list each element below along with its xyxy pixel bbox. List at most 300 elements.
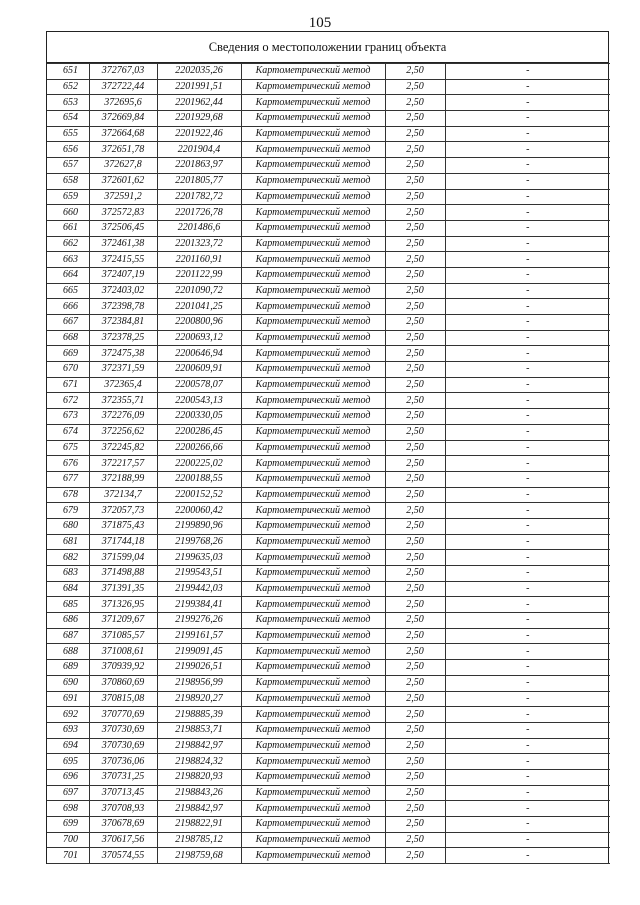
x-coordinate-cell: 371599,04	[89, 550, 157, 566]
accuracy-cell: 2,50	[385, 581, 445, 597]
method-cell: Картометрический метод	[241, 707, 385, 723]
point-number-cell: 668	[47, 330, 89, 346]
note-cell: -	[445, 456, 610, 472]
note-cell: -	[445, 848, 610, 864]
point-number-cell: 696	[47, 769, 89, 785]
note-cell: -	[445, 95, 610, 111]
accuracy-cell: 2,50	[385, 785, 445, 801]
table-row	[47, 722, 610, 738]
note-cell: -	[445, 817, 610, 833]
point-number-cell: 691	[47, 691, 89, 707]
note-cell: -	[445, 267, 610, 283]
point-number-cell: 683	[47, 566, 89, 582]
point-number-cell: 652	[47, 79, 89, 95]
table-row	[47, 550, 610, 566]
point-number-cell: 676	[47, 456, 89, 472]
method-cell: Картометрический метод	[241, 346, 385, 362]
y-coordinate-cell: 2198853,71	[157, 722, 241, 738]
method-cell: Картометрический метод	[241, 487, 385, 503]
table-row	[47, 644, 610, 660]
x-coordinate-cell: 372384,81	[89, 315, 157, 331]
method-cell: Картометрический метод	[241, 534, 385, 550]
accuracy-cell: 2,50	[385, 79, 445, 95]
y-coordinate-cell: 2199635,03	[157, 550, 241, 566]
accuracy-cell: 2,50	[385, 471, 445, 487]
y-coordinate-cell: 2199276,26	[157, 613, 241, 629]
note-cell: -	[445, 283, 610, 299]
accuracy-cell: 2,50	[385, 393, 445, 409]
note-cell: -	[445, 346, 610, 362]
table-row	[47, 597, 610, 613]
note-cell: -	[445, 64, 610, 80]
point-number-cell: 673	[47, 409, 89, 425]
accuracy-cell: 2,50	[385, 330, 445, 346]
note-cell: -	[445, 173, 610, 189]
y-coordinate-cell: 2201929,68	[157, 111, 241, 127]
note-cell: -	[445, 675, 610, 691]
method-cell: Картометрический метод	[241, 503, 385, 519]
point-number-cell: 700	[47, 832, 89, 848]
x-coordinate-cell: 370713,45	[89, 785, 157, 801]
note-cell: -	[445, 597, 610, 613]
point-number-cell: 659	[47, 189, 89, 205]
x-coordinate-cell: 372398,78	[89, 299, 157, 315]
x-coordinate-cell: 372365,4	[89, 377, 157, 393]
method-cell: Картометрический метод	[241, 111, 385, 127]
x-coordinate-cell: 370939,92	[89, 660, 157, 676]
x-coordinate-cell: 372651,78	[89, 142, 157, 158]
method-cell: Картометрический метод	[241, 722, 385, 738]
method-cell: Картометрический метод	[241, 315, 385, 331]
note-cell: -	[445, 205, 610, 221]
point-number-cell: 698	[47, 801, 89, 817]
note-cell: -	[445, 409, 610, 425]
point-number-cell: 667	[47, 315, 89, 331]
table-row	[47, 393, 610, 409]
point-number-cell: 686	[47, 613, 89, 629]
table-row	[47, 126, 610, 142]
x-coordinate-cell: 372256,62	[89, 424, 157, 440]
method-cell: Картометрический метод	[241, 409, 385, 425]
x-coordinate-cell: 372767,03	[89, 64, 157, 80]
x-coordinate-cell: 372722,44	[89, 79, 157, 95]
table-row	[47, 346, 610, 362]
y-coordinate-cell: 2201922,46	[157, 126, 241, 142]
point-number-cell: 690	[47, 675, 89, 691]
accuracy-cell: 2,50	[385, 832, 445, 848]
table-row	[47, 848, 610, 864]
point-number-cell: 675	[47, 440, 89, 456]
method-cell: Картометрический метод	[241, 785, 385, 801]
accuracy-cell: 2,50	[385, 440, 445, 456]
accuracy-cell: 2,50	[385, 252, 445, 268]
table-row	[47, 299, 610, 315]
method-cell: Картометрический метод	[241, 189, 385, 205]
point-number-cell: 701	[47, 848, 89, 864]
accuracy-cell: 2,50	[385, 675, 445, 691]
x-coordinate-cell: 372572,83	[89, 205, 157, 221]
accuracy-cell: 2,50	[385, 95, 445, 111]
y-coordinate-cell: 2200800,96	[157, 315, 241, 331]
y-coordinate-cell: 2201962,44	[157, 95, 241, 111]
point-number-cell: 669	[47, 346, 89, 362]
x-coordinate-cell: 370815,08	[89, 691, 157, 707]
note-cell: -	[445, 613, 610, 629]
y-coordinate-cell: 2202035,26	[157, 64, 241, 80]
method-cell: Картометрический метод	[241, 566, 385, 582]
note-cell: -	[445, 738, 610, 754]
accuracy-cell: 2,50	[385, 518, 445, 534]
accuracy-cell: 2,50	[385, 142, 445, 158]
note-cell: -	[445, 424, 610, 440]
x-coordinate-cell: 371498,88	[89, 566, 157, 582]
point-number-cell: 679	[47, 503, 89, 519]
y-coordinate-cell: 2198824,32	[157, 754, 241, 770]
table-row	[47, 456, 610, 472]
x-coordinate-cell: 372403,02	[89, 283, 157, 299]
accuracy-cell: 2,50	[385, 848, 445, 864]
table-row	[47, 487, 610, 503]
note-cell: -	[445, 79, 610, 95]
note-cell: -	[445, 111, 610, 127]
accuracy-cell: 2,50	[385, 346, 445, 362]
table-row	[47, 769, 610, 785]
x-coordinate-cell: 372371,59	[89, 362, 157, 378]
y-coordinate-cell: 2199161,57	[157, 628, 241, 644]
point-number-cell: 671	[47, 377, 89, 393]
accuracy-cell: 2,50	[385, 111, 445, 127]
accuracy-cell: 2,50	[385, 315, 445, 331]
x-coordinate-cell: 372378,25	[89, 330, 157, 346]
accuracy-cell: 2,50	[385, 220, 445, 236]
point-number-cell: 662	[47, 236, 89, 252]
y-coordinate-cell: 2201160,91	[157, 252, 241, 268]
y-coordinate-cell: 2199091,45	[157, 644, 241, 660]
table-row	[47, 362, 610, 378]
method-cell: Картометрический метод	[241, 660, 385, 676]
point-number-cell: 678	[47, 487, 89, 503]
x-coordinate-cell: 370730,69	[89, 722, 157, 738]
point-number-cell: 651	[47, 64, 89, 80]
note-cell: -	[445, 785, 610, 801]
y-coordinate-cell: 2200152,52	[157, 487, 241, 503]
point-number-cell: 674	[47, 424, 89, 440]
table-row	[47, 738, 610, 754]
note-cell: -	[445, 801, 610, 817]
point-number-cell: 654	[47, 111, 89, 127]
y-coordinate-cell: 2198956,99	[157, 675, 241, 691]
accuracy-cell: 2,50	[385, 534, 445, 550]
x-coordinate-cell: 371008,61	[89, 644, 157, 660]
method-cell: Картометрический метод	[241, 393, 385, 409]
x-coordinate-cell: 370860,69	[89, 675, 157, 691]
method-cell: Картометрический метод	[241, 581, 385, 597]
x-coordinate-cell: 372601,62	[89, 173, 157, 189]
table-row	[47, 95, 610, 111]
note-cell: -	[445, 142, 610, 158]
table-row	[47, 79, 610, 95]
y-coordinate-cell: 2200188,55	[157, 471, 241, 487]
note-cell: -	[445, 534, 610, 550]
x-coordinate-cell: 370678,69	[89, 817, 157, 833]
note-cell: -	[445, 722, 610, 738]
table-row	[47, 283, 610, 299]
table-row	[47, 613, 610, 629]
x-coordinate-cell: 372217,57	[89, 456, 157, 472]
method-cell: Картометрический метод	[241, 236, 385, 252]
point-number-cell: 697	[47, 785, 89, 801]
note-cell: -	[445, 754, 610, 770]
accuracy-cell: 2,50	[385, 754, 445, 770]
x-coordinate-cell: 372355,71	[89, 393, 157, 409]
table-row	[47, 801, 610, 817]
point-number-cell: 693	[47, 722, 89, 738]
table-row	[47, 691, 610, 707]
accuracy-cell: 2,50	[385, 424, 445, 440]
table-row	[47, 236, 610, 252]
method-cell: Картометрический метод	[241, 644, 385, 660]
x-coordinate-cell: 372134,7	[89, 487, 157, 503]
note-cell: -	[445, 158, 610, 174]
table-row	[47, 471, 610, 487]
x-coordinate-cell: 372506,45	[89, 220, 157, 236]
table-row	[47, 158, 610, 174]
point-number-cell: 682	[47, 550, 89, 566]
table-row	[47, 111, 610, 127]
accuracy-cell: 2,50	[385, 644, 445, 660]
x-coordinate-cell: 371875,43	[89, 518, 157, 534]
table-row	[47, 785, 610, 801]
table-row	[47, 205, 610, 221]
method-cell: Картометрический метод	[241, 769, 385, 785]
x-coordinate-cell: 370770,69	[89, 707, 157, 723]
y-coordinate-cell: 2201726,78	[157, 205, 241, 221]
table-row	[47, 534, 610, 550]
point-number-cell: 657	[47, 158, 89, 174]
x-coordinate-cell: 371326,95	[89, 597, 157, 613]
table-row	[47, 409, 610, 425]
table-row	[47, 707, 610, 723]
y-coordinate-cell: 2199442,03	[157, 581, 241, 597]
accuracy-cell: 2,50	[385, 158, 445, 174]
method-cell: Картометрический метод	[241, 330, 385, 346]
x-coordinate-cell: 370708,93	[89, 801, 157, 817]
note-cell: -	[445, 220, 610, 236]
method-cell: Картометрический метод	[241, 252, 385, 268]
accuracy-cell: 2,50	[385, 377, 445, 393]
method-cell: Картометрический метод	[241, 675, 385, 691]
note-cell: -	[445, 550, 610, 566]
note-cell: -	[445, 487, 610, 503]
y-coordinate-cell: 2201805,77	[157, 173, 241, 189]
y-coordinate-cell: 2199026,51	[157, 660, 241, 676]
y-coordinate-cell: 2200693,12	[157, 330, 241, 346]
x-coordinate-cell: 370736,06	[89, 754, 157, 770]
method-cell: Картометрический метод	[241, 848, 385, 864]
point-number-cell: 699	[47, 817, 89, 833]
table-row	[47, 832, 610, 848]
point-number-cell: 660	[47, 205, 89, 221]
y-coordinate-cell: 2200286,45	[157, 424, 241, 440]
method-cell: Картометрический метод	[241, 377, 385, 393]
y-coordinate-cell: 2200330,05	[157, 409, 241, 425]
note-cell: -	[445, 440, 610, 456]
note-cell: -	[445, 707, 610, 723]
note-cell: -	[445, 377, 610, 393]
y-coordinate-cell: 2198822,91	[157, 817, 241, 833]
method-cell: Картометрический метод	[241, 267, 385, 283]
accuracy-cell: 2,50	[385, 487, 445, 503]
y-coordinate-cell: 2200543,13	[157, 393, 241, 409]
note-cell: -	[445, 660, 610, 676]
accuracy-cell: 2,50	[385, 628, 445, 644]
y-coordinate-cell: 2199384,41	[157, 597, 241, 613]
accuracy-cell: 2,50	[385, 691, 445, 707]
method-cell: Картометрический метод	[241, 158, 385, 174]
y-coordinate-cell: 2200266,66	[157, 440, 241, 456]
x-coordinate-cell: 372188,99	[89, 471, 157, 487]
y-coordinate-cell: 2201122,99	[157, 267, 241, 283]
accuracy-cell: 2,50	[385, 817, 445, 833]
accuracy-cell: 2,50	[385, 738, 445, 754]
y-coordinate-cell: 2200225,02	[157, 456, 241, 472]
y-coordinate-cell: 2198785,12	[157, 832, 241, 848]
y-coordinate-cell: 2201090,72	[157, 283, 241, 299]
method-cell: Картометрический метод	[241, 738, 385, 754]
x-coordinate-cell: 370731,25	[89, 769, 157, 785]
method-cell: Картометрический метод	[241, 220, 385, 236]
accuracy-cell: 2,50	[385, 173, 445, 189]
method-cell: Картометрический метод	[241, 440, 385, 456]
point-number-cell: 677	[47, 471, 89, 487]
table-row	[47, 503, 610, 519]
y-coordinate-cell: 2200609,91	[157, 362, 241, 378]
accuracy-cell: 2,50	[385, 64, 445, 80]
method-cell: Картометрический метод	[241, 613, 385, 629]
note-cell: -	[445, 315, 610, 331]
y-coordinate-cell: 2199543,51	[157, 566, 241, 582]
y-coordinate-cell: 2198842,97	[157, 801, 241, 817]
table-row	[47, 754, 610, 770]
table-row	[47, 675, 610, 691]
page-number: 105	[308, 15, 332, 31]
method-cell: Картометрический метод	[241, 424, 385, 440]
y-coordinate-cell: 2201782,72	[157, 189, 241, 205]
table-row	[47, 628, 610, 644]
method-cell: Картометрический метод	[241, 64, 385, 80]
point-number-cell: 695	[47, 754, 89, 770]
method-cell: Картометрический метод	[241, 817, 385, 833]
method-cell: Картометрический метод	[241, 126, 385, 142]
x-coordinate-cell: 372669,84	[89, 111, 157, 127]
point-number-cell: 666	[47, 299, 89, 315]
table-row	[47, 817, 610, 833]
method-cell: Картометрический метод	[241, 205, 385, 221]
note-cell: -	[445, 330, 610, 346]
point-number-cell: 689	[47, 660, 89, 676]
y-coordinate-cell: 2201991,51	[157, 79, 241, 95]
point-number-cell: 661	[47, 220, 89, 236]
note-cell: -	[445, 393, 610, 409]
y-coordinate-cell: 2200578,07	[157, 377, 241, 393]
table-row	[47, 64, 610, 80]
accuracy-cell: 2,50	[385, 189, 445, 205]
x-coordinate-cell: 371085,57	[89, 628, 157, 644]
note-cell: -	[445, 581, 610, 597]
method-cell: Картометрический метод	[241, 801, 385, 817]
x-coordinate-cell: 372591,2	[89, 189, 157, 205]
method-cell: Картометрический метод	[241, 832, 385, 848]
accuracy-cell: 2,50	[385, 550, 445, 566]
note-cell: -	[445, 236, 610, 252]
x-coordinate-cell: 370617,56	[89, 832, 157, 848]
y-coordinate-cell: 2200060,42	[157, 503, 241, 519]
accuracy-cell: 2,50	[385, 503, 445, 519]
method-cell: Картометрический метод	[241, 550, 385, 566]
accuracy-cell: 2,50	[385, 801, 445, 817]
method-cell: Картометрический метод	[241, 95, 385, 111]
point-number-cell: 685	[47, 597, 89, 613]
accuracy-cell: 2,50	[385, 722, 445, 738]
point-number-cell: 670	[47, 362, 89, 378]
accuracy-cell: 2,50	[385, 597, 445, 613]
x-coordinate-cell: 372461,38	[89, 236, 157, 252]
table-row	[47, 566, 610, 582]
table-row	[47, 330, 610, 346]
point-number-cell: 688	[47, 644, 89, 660]
note-cell: -	[445, 503, 610, 519]
x-coordinate-cell: 370730,69	[89, 738, 157, 754]
y-coordinate-cell: 2201486,6	[157, 220, 241, 236]
y-coordinate-cell: 2201904,4	[157, 142, 241, 158]
table-caption: Сведения о местоположении границ объекта	[47, 32, 608, 63]
x-coordinate-cell: 372627,8	[89, 158, 157, 174]
point-number-cell: 687	[47, 628, 89, 644]
accuracy-cell: 2,50	[385, 126, 445, 142]
y-coordinate-cell: 2201323,72	[157, 236, 241, 252]
boundary-sheet	[46, 31, 609, 864]
y-coordinate-cell: 2198759,68	[157, 848, 241, 864]
note-cell: -	[445, 691, 610, 707]
accuracy-cell: 2,50	[385, 707, 445, 723]
table-row	[47, 142, 610, 158]
note-cell: -	[445, 362, 610, 378]
method-cell: Картометрический метод	[241, 173, 385, 189]
y-coordinate-cell: 2198885,39	[157, 707, 241, 723]
point-number-cell: 684	[47, 581, 89, 597]
accuracy-cell: 2,50	[385, 299, 445, 315]
x-coordinate-cell: 372415,55	[89, 252, 157, 268]
note-cell: -	[445, 518, 610, 534]
point-number-cell: 658	[47, 173, 89, 189]
x-coordinate-cell: 372475,38	[89, 346, 157, 362]
y-coordinate-cell: 2198842,97	[157, 738, 241, 754]
coordinates-table-body	[47, 64, 610, 864]
table-row	[47, 252, 610, 268]
x-coordinate-cell: 372407,19	[89, 267, 157, 283]
method-cell: Картометрический метод	[241, 79, 385, 95]
table-row	[47, 189, 610, 205]
accuracy-cell: 2,50	[385, 409, 445, 425]
x-coordinate-cell: 371744,18	[89, 534, 157, 550]
y-coordinate-cell: 2198843,26	[157, 785, 241, 801]
table-row	[47, 315, 610, 331]
point-number-cell: 681	[47, 534, 89, 550]
note-cell: -	[445, 644, 610, 660]
method-cell: Картометрический метод	[241, 362, 385, 378]
method-cell: Картометрический метод	[241, 299, 385, 315]
point-number-cell: 665	[47, 283, 89, 299]
